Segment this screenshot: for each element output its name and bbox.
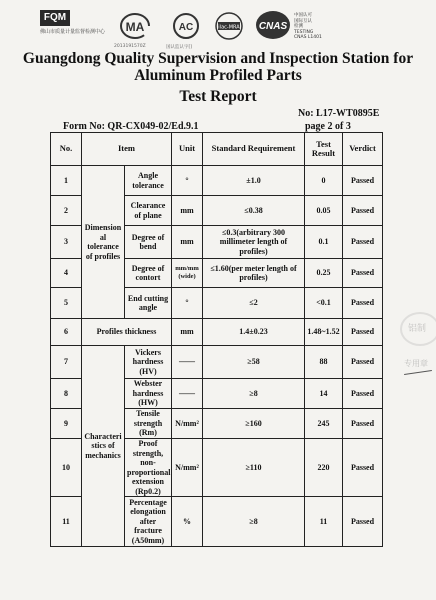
- cell-standard: ≥58: [203, 346, 305, 379]
- signature-stroke: [404, 370, 432, 375]
- cell-no: 2: [51, 196, 82, 226]
- cell-subitem: Vickers hardness (HV): [125, 346, 172, 379]
- cell-subitem: Percentage elongation after fracture (A50mm): [125, 497, 172, 547]
- page-indicator: page 2 of 3: [305, 121, 351, 132]
- header-logos: [0, 6, 436, 50]
- cell-unit: N/mm²: [172, 439, 203, 497]
- cell-standard: ≥8: [203, 497, 305, 547]
- cell-verdict: Passed: [343, 319, 383, 346]
- cell-result: 0.25: [305, 259, 343, 288]
- cnas-text-line: 中国认可: [294, 13, 312, 18]
- cell-unit: ——: [172, 379, 203, 409]
- cal-number: 国认监认字[]: [166, 45, 193, 50]
- cell-unit: mm: [172, 319, 203, 346]
- cell-no: 7: [51, 346, 82, 379]
- cell-verdict: Passed: [343, 259, 383, 288]
- cell-no: 10: [51, 439, 82, 497]
- report-title: [0, 50, 436, 105]
- cell-unit: °: [172, 166, 203, 196]
- cell-standard: ±1.0: [203, 166, 305, 196]
- cell-result: 0.05: [305, 196, 343, 226]
- cell-subitem: End cutting angle: [125, 288, 172, 319]
- cell-unit: N/mm²: [172, 409, 203, 439]
- table-row: [51, 319, 383, 346]
- cnas-text-line: 检测: [294, 24, 303, 29]
- header-no: No.: [51, 133, 82, 166]
- cell-unit: mm/mm (wide): [172, 259, 203, 288]
- header-result: Test Result: [305, 133, 343, 166]
- cell-standard: ≥160: [203, 409, 305, 439]
- cell-subitem: Profiles thickness: [82, 319, 172, 346]
- table-row: [51, 346, 383, 379]
- group-label-line: stics of: [91, 441, 115, 451]
- cell-result: 1.48~1.52: [305, 319, 343, 346]
- cnas-logo-icon: [255, 10, 291, 40]
- cell-subitem: Webster hardness (HW): [125, 379, 172, 409]
- cnas-text-line: TESTING: [294, 29, 314, 35]
- cell-verdict: Passed: [343, 439, 383, 497]
- fqm-logo: [40, 10, 106, 36]
- cma-number: 2013191570Z: [114, 44, 146, 49]
- header-unit: Unit: [172, 133, 203, 166]
- cell-no: 1: [51, 166, 82, 196]
- report-number: No: L17-WT0895E: [298, 108, 380, 119]
- cell-subitem: Degree of bend: [125, 226, 172, 259]
- cell-verdict: Passed: [343, 166, 383, 196]
- table-header-row: [51, 133, 383, 166]
- title-line-3: Test Report: [179, 88, 257, 105]
- test-results-table: [50, 132, 383, 547]
- group-label-line: Characteri: [84, 431, 122, 441]
- header-verdict: Verdict: [343, 133, 383, 166]
- fqm-logo-subtext: 佛山市质量计量监督检测中心: [40, 29, 106, 35]
- cell-verdict: Passed: [343, 196, 383, 226]
- cnas-accreditation-text: [294, 13, 322, 41]
- cell-standard: ≥8: [203, 379, 305, 409]
- cell-subitem: Degree of contort: [125, 259, 172, 288]
- cell-unit: mm: [172, 226, 203, 259]
- header-standard: Standard Requirement: [203, 133, 305, 166]
- cell-subitem: Tensile strength (Rm): [125, 409, 172, 439]
- group-mechanics-cell: [82, 346, 125, 547]
- cell-subitem: Proof strength, non-proportional extension (Rp0.2): [125, 439, 172, 497]
- cnas-label: CNAS: [258, 21, 288, 32]
- cell-standard: ≤0.3(arbitrary 300 millimeter length of profiles): [203, 226, 305, 259]
- form-number: Form No: QR-CX049-02/Ed.9.1: [63, 121, 199, 132]
- cell-no: 9: [51, 409, 82, 439]
- cell-result: 88: [305, 346, 343, 379]
- cell-standard: ≤0.38: [203, 196, 305, 226]
- cell-standard: 1.4±0.23: [203, 319, 305, 346]
- cell-verdict: Passed: [343, 226, 383, 259]
- seal-stamp-fragment: 专用章: [404, 359, 428, 368]
- cell-subitem: Clearance of plane: [125, 196, 172, 226]
- svg-text:AC: AC: [178, 22, 194, 33]
- cell-result: 14: [305, 379, 343, 409]
- fqm-logo-mark: FQM: [40, 10, 70, 26]
- cell-no: 6: [51, 319, 82, 346]
- cell-standard: ≤2: [203, 288, 305, 319]
- cell-verdict: Passed: [343, 379, 383, 409]
- group-dimension-cell: [82, 166, 125, 319]
- cell-unit: mm: [172, 196, 203, 226]
- cell-no: 3: [51, 226, 82, 259]
- title-line-2: Aluminum Profiled Parts: [134, 67, 302, 84]
- group-label-line: mechanics: [85, 450, 121, 460]
- title-line-1: Guangdong Quality Supervision and Inspection Station for: [22, 50, 414, 67]
- cell-result: 220: [305, 439, 343, 497]
- cell-result: 0.1: [305, 226, 343, 259]
- cnas-text-line: 国际互认: [294, 18, 312, 24]
- cell-no: 11: [51, 497, 82, 547]
- cell-verdict: Passed: [343, 409, 383, 439]
- cal-logo-icon: [170, 12, 202, 40]
- seal-stamp-text: 铝制: [408, 323, 427, 333]
- header-item: Item: [82, 133, 172, 166]
- cell-unit: %: [172, 497, 203, 547]
- cell-unit: ——: [172, 346, 203, 379]
- cell-no: 5: [51, 288, 82, 319]
- ilac-label: ilac-MRA: [218, 24, 240, 31]
- cell-result: 11: [305, 497, 343, 547]
- cnas-text-line: CNAS L1401: [294, 35, 322, 40]
- cell-result: 245: [305, 409, 343, 439]
- svg-text:MA: MA: [125, 20, 145, 34]
- cell-no: 4: [51, 259, 82, 288]
- cell-no: 8: [51, 379, 82, 409]
- group-label-line: al tolerance: [87, 232, 119, 251]
- cell-subitem: Angle tolerance: [125, 166, 172, 196]
- group-label-line: of profiles: [85, 251, 121, 261]
- cma-logo-icon: [118, 12, 152, 40]
- group-label-line: Dimension: [84, 223, 122, 232]
- cell-verdict: Passed: [343, 288, 383, 319]
- cell-result: <0.1: [305, 288, 343, 319]
- seal-stamp-icon: [400, 312, 436, 346]
- table-row: [51, 166, 383, 196]
- cell-standard: ≥110: [203, 439, 305, 497]
- ilac-mra-logo-icon: [212, 12, 246, 40]
- cell-verdict: Passed: [343, 346, 383, 379]
- cell-result: 0: [305, 166, 343, 196]
- cell-unit: °: [172, 288, 203, 319]
- cell-verdict: Passed: [343, 497, 383, 547]
- cell-standard: ≤1.60(per meter length of profiles): [203, 259, 305, 288]
